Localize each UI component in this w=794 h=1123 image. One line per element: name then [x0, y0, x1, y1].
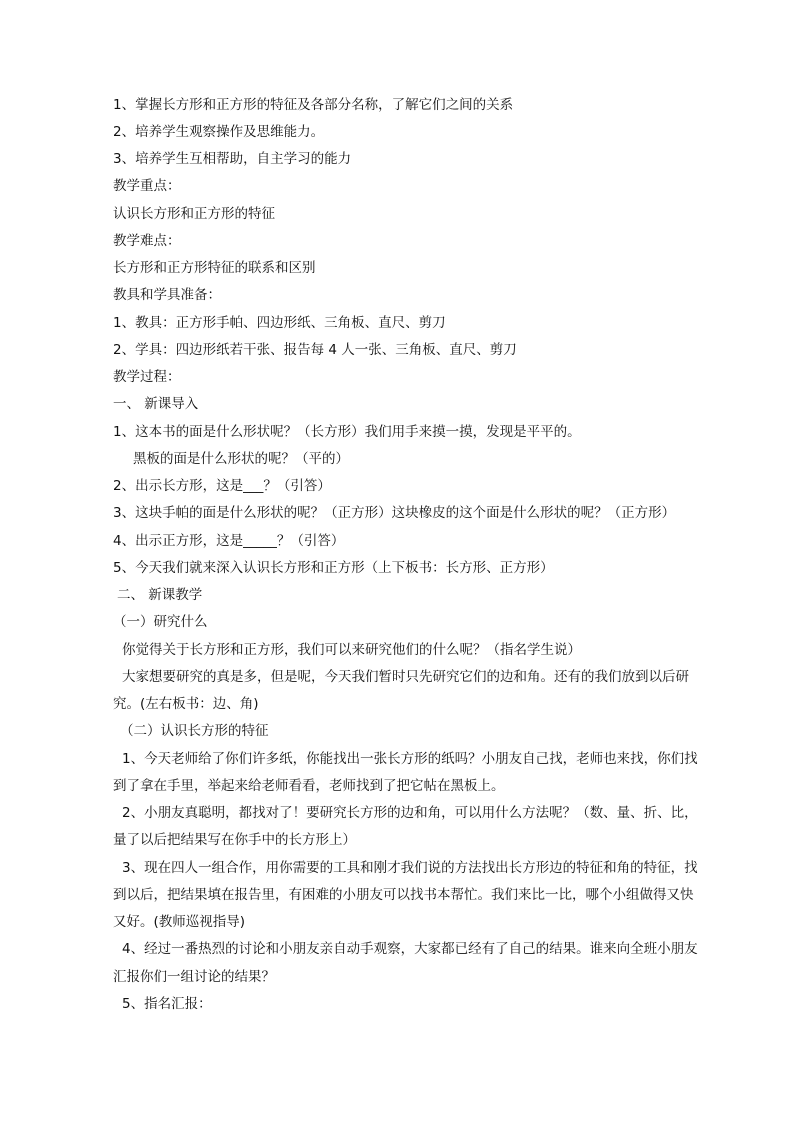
feature-step-4: 4、经过一番热烈的讨论和小朋友亲自动手观察，大家都已经有了自己的结果。谁来向全班小朋友 [122, 941, 698, 957]
feature-step-5: 5、指名汇报： [122, 996, 212, 1012]
feature-step-2: 2、小朋友真聪明，都找对了！要研究长方形的边和角，可以用什么方法呢？（数、量、折、比， [122, 805, 698, 821]
feature-step-4-cont: 汇报你们一组讨论的结果？ [113, 969, 275, 985]
objective-2: 2、培养学生观察操作及思维能力。 [113, 124, 325, 140]
feature-step-3-cont: 到以后，把结果填在报告里，有困难的小朋友可以找书本帮忙。我们来比一比，哪个小组做得又快 [113, 887, 694, 903]
research-question: 你觉得关于长方形和正方形，我们可以来研究他们的什么呢？（指名学生说） [122, 642, 581, 658]
feature-step-2-cont: 量了以后把结果写在你手中的长方形上） [113, 832, 356, 848]
subsection-2-heading: （二）认识长方形的特征 [120, 723, 269, 739]
difficulties-text: 长方形和正方形特征的联系和区别 [113, 260, 316, 276]
key-points-heading: 教学重点： [113, 178, 181, 194]
feature-step-1-cont: 到了拿在手里，举起来给老师看看，老师找到了把它帖在黑板上。 [113, 778, 505, 794]
process-heading: 教学过程： [113, 369, 181, 385]
intro-step-4: 4、出示正方形，这是_____？（引答） [113, 533, 345, 549]
materials-student: 2、学具：四边形纸若干张、报告每 4 人一张、三角板、直尺、剪刀 [113, 342, 517, 358]
materials-heading: 教具和学具准备： [113, 287, 221, 303]
key-points-text: 认识长方形和正方形的特征 [113, 206, 275, 222]
section-1-heading: 一、 新课导入 [113, 396, 199, 412]
section-2-heading: 二、 新课教学 [117, 587, 203, 603]
intro-step-2: 2、出示长方形，这是___？（引答） [113, 478, 331, 494]
intro-step-5: 5、今天我们就来深入认识长方形和正方形（上下板书：长方形、正方形） [113, 560, 554, 576]
feature-step-3: 3、现在四人一组合作，用你需要的工具和刚才我们说的方法找出长方形边的特征和角的特征，找 [122, 860, 698, 876]
research-answer-cont: 究。(左右板书：边、角) [113, 696, 259, 712]
subsection-1-heading: （一）研究什么 [113, 614, 208, 630]
materials-teacher: 1、教具：正方形手帕、四边形纸、三角板、直尺、剪刀 [113, 315, 446, 331]
difficulties-heading: 教学难点： [113, 233, 181, 249]
intro-step-3: 3、这块手帕的面是什么形状的呢？（正方形）这块橡皮的这个面是什么形状的呢？（正方形） [113, 505, 676, 521]
research-answer: 大家想要研究的真是多，但是呢，今天我们暂时只先研究它们的边和角。还有的我们放到以后研 [122, 669, 689, 685]
feature-step-3-cont-2: 又好。(教师巡视指导) [113, 914, 246, 930]
intro-step-1-cont: 黑板的面是什么形状的呢？（平的） [133, 451, 349, 467]
feature-step-1: 1、今天老师给了你们许多纸，你能找出一张长方形的纸吗？小朋友自己找，老师也来找，你们找 [122, 751, 698, 767]
objective-1: 1、掌握长方形和正方形的特征及各部分名称，了解它们之间的关系 [113, 97, 514, 113]
intro-step-1: 1、这本书的面是什么形状呢？（长方形）我们用手来摸一摸，发现是平平的。 [113, 424, 581, 440]
objective-3: 3、培养学生互相帮助，自主学习的能力 [113, 151, 352, 167]
